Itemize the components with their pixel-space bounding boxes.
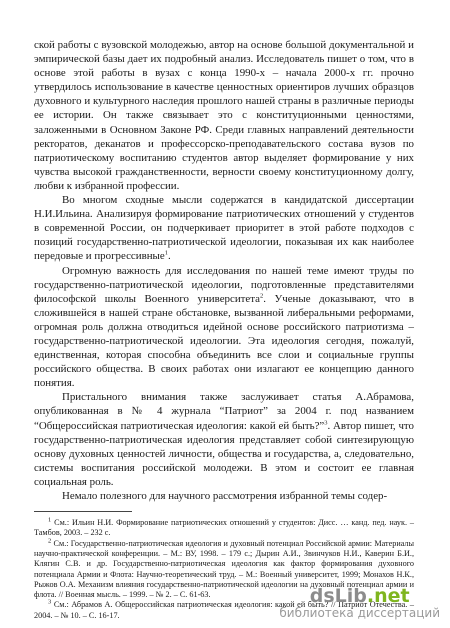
footnote-text: См.: Ильин Н.И. Формирование патриотических отношений у студентов: Дисс. … канд. пед. наук. – Тамбов, 2003. – 232 с. [34,518,415,538]
paragraph-text: Огромную важность для исследования по нашей теме имеют труды по государственно-патриотической идеологии, подготовленные представителями философской школы Военного университета [34,264,414,305]
watermark-logo [279,586,440,606]
paragraph-text: ской работы с вузовской молодежью, автор на основе большой документальной и эмпирической базы дает их подробный анализ. Исследователь пишет о том, что в основе этой работы в вузах с конца 1990-х – начала 2000-х гг. прочно утвердилось использование в качестве ценностных ориентиров лучших образцов духовного и культурного наследия прошлого нашей страны в различные периоды ее истории. Он также связывает это с конституционными ценностями, заложенными в Основном Законе РФ. Среди главных направлений деятельности ректоратов, деканатов и профессорско-преподавательского состава вузов по патриотическому воспитанию студентов автор выделяет формирование у них чувства высокой гражданственности, верности своему конституционному долгу, любви к избранной профессии. [34,39,414,192]
footnote-text: См.: Абрамов А. Общероссийская патриотическая идеология: какой ей быть? // Патриот Отечества. – 2004. – № 10. – С. 16-17. [34,600,414,620]
footnote-ref[interactable]: 1 [164,249,168,257]
site-watermark[interactable] [279,586,440,620]
paragraph-4 [34,390,414,489]
footnote-number: 1 [48,516,52,524]
footnote-ref[interactable]: 2 [259,292,264,300]
paragraph-tail: . Автор пишет, что государственно-патриотическая идеология представляет собой синтезирующую основу духовных ценностей личности, общества и государства, а, следовательно, системы воспитания российской молодежи. В этом и состоит ее главная социальная роль. [34,419,414,488]
footnote-divider [34,511,132,512]
footnote-ref[interactable]: 3 [324,418,328,426]
paragraph-text: Во многом сходные мысли содержатся в кандидатской диссертации Н.И.Ильина. Анализируя формирование патриотических отношений у студентов в современной России, он подчеркивает приоритет в этой работе подходов с позиций государственно-патриотической идеологии, показывая их как наиболее передовые и прогрессивные [34,194,414,263]
paragraph-text: Пристального внимания также заслуживает статья А.Абрамова, опубликованная в № 4 журнала “Патриот” за 2004 г. под названием “Общероссийская патриотическая идеология: какой ей быть?” [34,391,414,432]
paragraph-text: Немало полезного для научного рассмотрения избранной темы содер- [62,490,388,502]
document-page [34,38,414,621]
paragraph-1 [34,38,414,193]
watermark-subtitle: библиотека диссертаций [279,606,440,620]
footnote-1 [34,518,414,539]
paragraph-2 [34,193,414,263]
watermark-logo-main: dsLib [309,585,367,607]
paragraph-5 [34,489,414,503]
footnote-text: См.: Государственно-патриотическая идеология и духовный потенциал Российской армии: Материалы научно-практической конференции. – М.: ВУ, 1998. – 179 с.; Дырин А.И., Звинчуков Н.И., Каверин Б.И., Клягин С.В. и др. Государственно-патриотическая идеология как фактор формирования духовного потенциала Армии и Флота: Научно-теоретический труд. – М.: Военный университет, 1999; Монахов Н.К., Рыжов О.А. Механизм влияния государственно-патриотической идеологии на духовный потенциал армии и флота. // Военная мысль. – 1999. – № 2. – С. 61-63. [34,538,414,600]
paragraph-3 [34,264,414,391]
footnote-number: 2 [48,536,52,544]
paragraph-tail: . Ученые доказывают, что в сложившейся в нашей стране обстановке, вызванной либеральными реформами, огромная роль должна отводиться идейной основе российского патриотизма – государственно-патриотической идеологии. Эта идеология сегодня, пожалуй, единственная, которая способна объединить все слои и социальные группы российского общества. В своих работах они излагают ее концепцию данного понятия. [34,292,414,390]
footnote-number: 3 [48,598,52,606]
watermark-logo-accent: .net [366,585,410,607]
paragraph-tail: . [167,250,171,263]
